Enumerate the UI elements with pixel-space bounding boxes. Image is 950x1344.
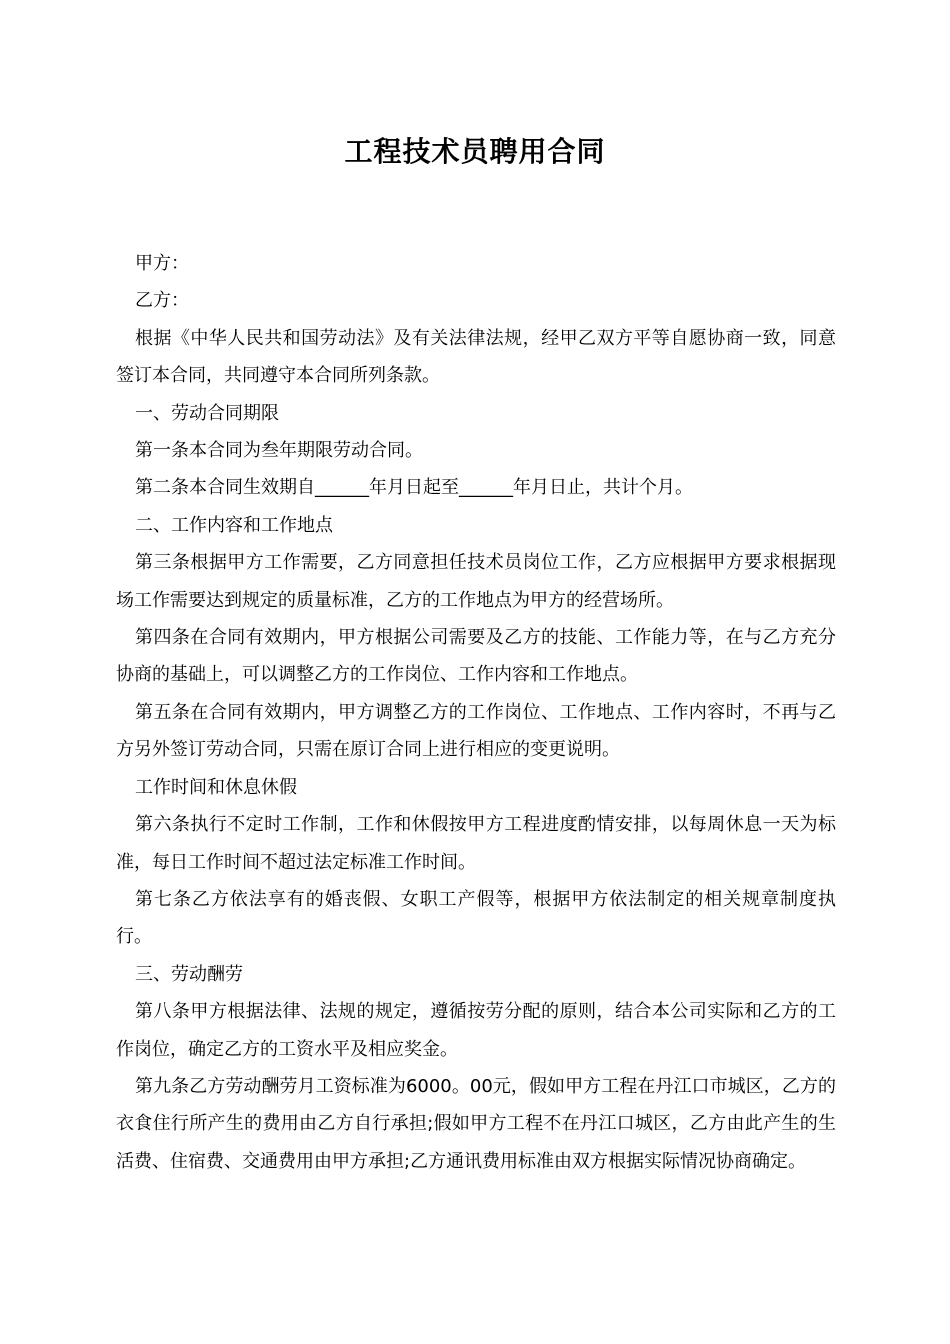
section-heading-work-content: 二、工作内容和工作地点 xyxy=(135,514,333,536)
article-6: 第六条执行不定时工作制，工作和休假按甲方工程进度酌情安排，以每周休息一天为标准，每日工作时间不超过法定标准工作时间。 xyxy=(116,814,836,873)
section-heading-remuneration: 三、劳动酬劳 xyxy=(135,963,243,985)
section-heading-term: 一、劳动合同期限 xyxy=(135,402,279,424)
article-3: 第三条根据甲方工作需要，乙方同意担任技术员岗位工作，乙方应根据甲方要求根据现场工作需要达到规定的质量标准，乙方的工作地点为甲方的经营场所。 xyxy=(116,552,836,611)
article-5: 第五条在合同有效期内，甲方调整乙方的工作岗位、工作地点、工作内容时，不再与乙方另外签订劳动合同，只需在原订合同上进行相应的变更说明。 xyxy=(116,701,836,761)
article-8: 第八条甲方根据法律、法规的规定，遵循按劳分配的原则，结合本公司实际和乙方的工作岗位，确定乙方的工资水平及相应奖金。 xyxy=(116,1001,836,1060)
article-9: 第九条乙方劳动酬劳月工资标准为6000。00元，假如甲方工程在丹江口市城区，乙方的衣食住行所产生的费用由乙方自行承担;假如甲方工程不在丹江口城区，乙方由此产生的生活费、住宿费、交通费用由甲方承担;乙方通讯费用标准由双方根据实际情况协商确定。 xyxy=(116,1075,836,1172)
party-b-line: 乙方： xyxy=(135,290,189,312)
article-4: 第四条在合同有效期内，甲方根据公司需要及乙方的技能、工作能力等，在与乙方充分协商的基础上，可以调整乙方的工作岗位、工作内容和工作地点。 xyxy=(116,627,836,686)
preamble-paragraph: 根据《中华人民共和国劳动法》及有关法律法规，经甲乙双方平等自愿协商一致，同意签订本合同，共同遵守本合同所列条款。 xyxy=(116,327,836,387)
section-heading-work-hours: 工作时间和休息休假 xyxy=(135,776,297,798)
document-title: 工程技术员聘用合同 xyxy=(344,135,606,168)
article-7: 第七条乙方依法享有的婚丧假、女职工产假等，根据甲方依法制定的相关规章制度执行。 xyxy=(116,888,836,948)
article-1: 第一条本合同为叁年期限劳动合同。 xyxy=(135,440,423,462)
article-2: 第二条本合同生效期自______年月日起至______年月日止，共计个月。 xyxy=(135,477,693,499)
party-a-line: 甲方： xyxy=(135,253,189,274)
document-body xyxy=(116,245,836,1180)
